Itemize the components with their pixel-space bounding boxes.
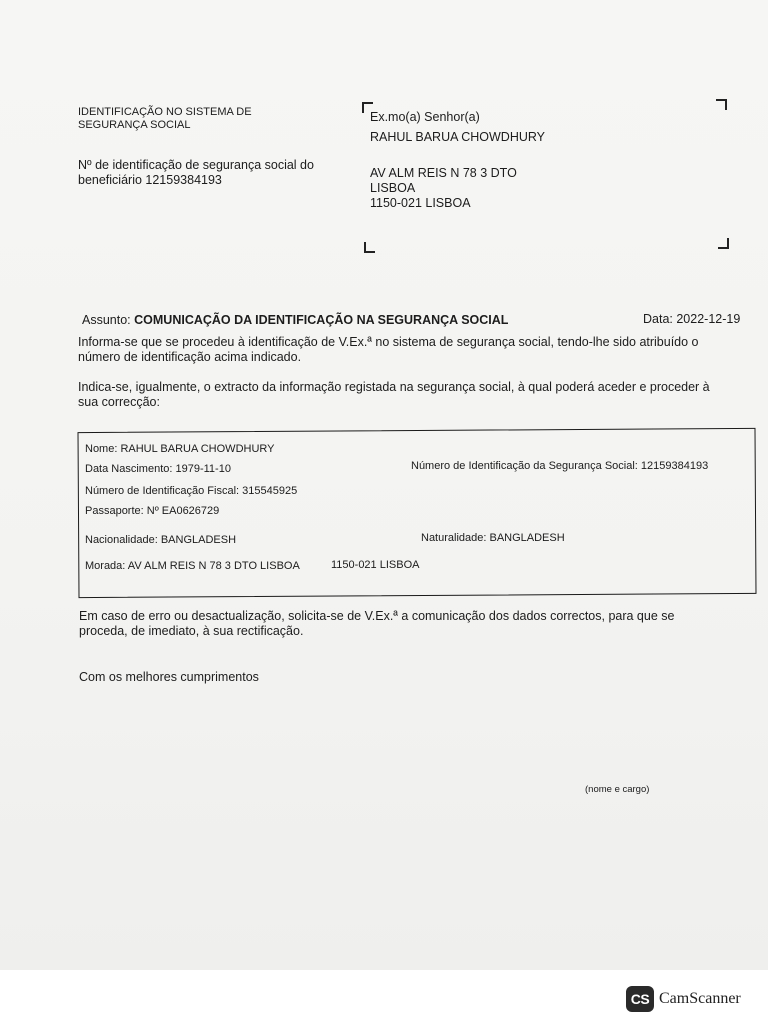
subject-line [82,313,508,327]
address-corner-top-right [716,99,727,110]
subject-text: COMUNICAÇÃO DA IDENTIFICAÇÃO NA SEGURANÇA SOCIAL [134,313,509,327]
record-address: Morada: AV ALM REIS N 78 3 DTO LISBOA [85,560,300,572]
signature-caption: (nome e cargo) [585,784,650,795]
document-date: Data: 2022-12-19 [643,312,741,326]
record-postal-code: 1150-021 LISBOA [331,559,420,571]
camscanner-logo-icon: CS [626,986,654,1012]
address-corner-bottom-right [718,238,729,249]
camscanner-wordmark: CamScanner [659,990,741,1007]
extract-paragraph: Indica-se, igualmente, o extracto da informação registada na segurança social, à qual poderá aceder e proceder à sua correcção: [78,380,710,409]
system-identification-heading: IDENTIFICAÇÃO NO SISTEMA DE SEGURANÇA SOCIAL [78,106,252,131]
correction-paragraph: Em caso de erro ou desactualização, solicita-se de V.Ex.ª a comunicação dos dados correctos, para que se proceda, de imediato, à sua rectificação. [79,609,675,638]
beneficiary-id-block: Nº de identificação de segurança social do beneficiário 12159384193 [78,158,314,187]
record-birthplace: Naturalidade: BANGLADESH [421,532,565,544]
intro-paragraph: Informa-se que se procedeu à identificação de V.Ex.ª no sistema de segurança social, tendo-lhe sido atribuído o número de identificação acima indicado. [78,335,699,364]
record-name: Nome: RAHUL BARUA CHOWDHURY [85,443,275,455]
record-birth-date: Data Nascimento: 1979-11-10 [85,463,231,475]
record-tax-number: Número de Identificação Fiscal: 315545925 [85,485,298,497]
recipient-name: RAHUL BARUA CHOWDHURY [370,130,546,144]
record-passport: Passaporte: Nº EA0626729 [85,505,220,517]
recipient-address: AV ALM REIS N 78 3 DTO LISBOA 1150-021 LISBOA [370,166,517,210]
recipient-salutation: Ex.mo(a) Senhor(a) [370,110,480,124]
address-corner-bottom-left [364,242,375,253]
subject-label: Assunto: [82,313,131,327]
record-nationality: Nacionalidade: BANGLADESH [85,534,237,546]
record-social-security-number: Número de Identificação da Segurança Social: 12159384193 [411,460,709,472]
closing-regards: Com os melhores cumprimentos [79,670,259,684]
